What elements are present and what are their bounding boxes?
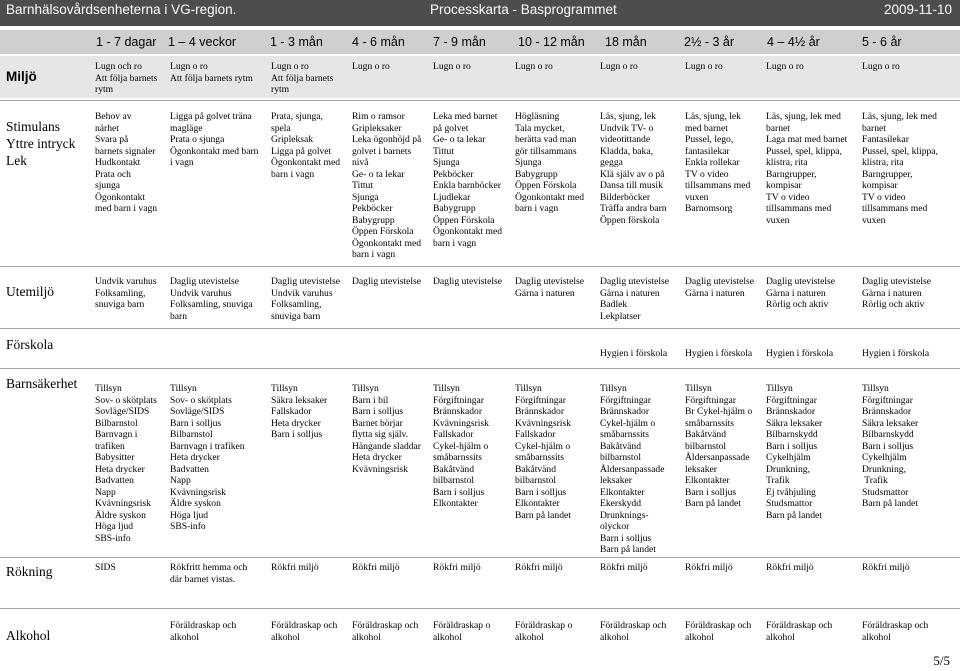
stimulans-cell: Ligga på golvet träna magläge Prata o sjunga Ögonkontakt med barn i vagn — [170, 111, 259, 168]
row-label-stimulans: Stimulans Yttre intryck Lek — [6, 119, 76, 168]
barnsakerhet-cell: Tillsyn Förgiftningar Brännskador Säkra leksaker Bilbarnskydd Barn i solljus Cykelhjälm Drunkning, Trafik Ej tvåhjuling Studsmattor Barn på landet — [766, 383, 823, 521]
header-bar — [0, 0, 960, 26]
alkohol-cell: Föräldraskap och alkohol — [766, 620, 833, 643]
barnsakerhet-cell: Tillsyn Sov- o skötplats Sovläge/SIDS Bilbarnstol Barnvagn i trafiken Babysitter Heta drycker Badvatten Napp Kvävningsrisk Äldre syskon Höga ljud SBS-info — [95, 383, 157, 544]
utemiljo-cell: Daglig utevistelse — [352, 276, 422, 287]
divider — [0, 557, 960, 558]
stimulans-cell: Prata, sjunga, spela Gripleksak Ligga på golvet Ögonkontakt med barn i vagn — [271, 111, 341, 180]
forskola-cell: Hygien i förskola — [685, 348, 753, 359]
stimulans-cell: Högläsning Tala mycket, berätta vad man gör tillsammans Sjunga Babygrupp Öppen Förskola Ögonkontakt med barn i vagn — [515, 111, 585, 214]
miljo-cell: Lugn o ro — [600, 61, 638, 72]
miljo-cell: Lugn o ro Att följa barnets rytm — [271, 61, 334, 95]
row-label-rokning: Rökning — [6, 564, 53, 579]
miljo-cell: Lugn o ro — [515, 61, 553, 72]
alkohol-cell: Föräldraskap o alkohol — [433, 620, 491, 643]
age-col-7: 18 mån — [605, 35, 647, 49]
rokning-cell: Rökfri miljö — [862, 562, 910, 573]
alkohol-cell: Föräldraskap och alkohol — [271, 620, 338, 643]
stimulans-cell: Läs, sjung, lek Undvik TV- o videotittande Kladda, baka, gegga Klä själv av o på Dansa till musik Bilderböcker Träffa andra barn Öppen förskola — [600, 111, 667, 226]
divider — [0, 328, 960, 329]
miljo-cell: Lugn o ro — [352, 61, 390, 72]
barnsakerhet-cell: Tillsyn Förgiftningar Brännskador Cykel-hjälm o småbarnssits Bakåtvänd bilbarnstol Åldersanpassade leksaker Elkontakter Ekerskydd Drunknings- olyckor Barn i solljus Barn på landet — [600, 383, 665, 555]
barnsakerhet-cell: Tillsyn Förgiftningar Brännskador Kvävningsrisk Fallskador Cykel-hjälm o småbarnssits Bakåtvänd bilbarnstol Barn i solljus Elkontakter Barn på landet — [515, 383, 571, 521]
rokning-cell: Rökfritt hemma och där barnet vistas. — [170, 562, 248, 585]
rokning-cell: SIDS — [95, 562, 116, 573]
utemiljo-cell: Daglig utevistelse Undvik varuhus Folksamling, snuviga barn — [271, 276, 341, 322]
utemiljo-cell: Daglig utevistelse Gärna i naturen Rörlig och aktiv — [862, 276, 932, 310]
row-label-barnsakerhet: Barnsäkerhet — [6, 376, 78, 391]
alkohol-cell: Föräldraskap och alkohol — [170, 620, 237, 643]
forskola-cell: Hygien i förskola — [600, 348, 668, 359]
divider — [0, 266, 960, 267]
rokning-cell: Rökfri miljö — [685, 562, 733, 573]
rokning-cell: Rökfri miljö — [433, 562, 481, 573]
barnsakerhet-cell: Tillsyn Barn i bil Barn i solljus Barnet börjar flytta sig själv. Hängande sladdar Heta drycker Kvävningsrisk — [352, 383, 421, 475]
age-col-4: 4 - 6 mån — [352, 35, 405, 49]
miljo-cell: Lugn o ro — [685, 61, 723, 72]
miljo-cell: Lugn o ro — [766, 61, 804, 72]
rokning-cell: Rökfri miljö — [352, 562, 400, 573]
alkohol-cell: Föräldraskap o alkohol — [515, 620, 573, 643]
document-date: 2009-11-10 — [883, 2, 952, 17]
rokning-cell: Rökfri miljö — [271, 562, 319, 573]
barnsakerhet-cell: Tillsyn Förgiftningar Br Cykel-hjälm o småbarnssits Bakåtvänd bilbarnstol Åldersanpassade leksaker Elkontakter Barn i solljus Barn på landet — [685, 383, 753, 509]
divider — [0, 100, 960, 101]
age-col-8: 2½ - 3 år — [684, 35, 735, 49]
rokning-cell: Rökfri miljö — [600, 562, 648, 573]
document-title: Barnhälsovårdsenheterna i VG-region. — [6, 2, 237, 17]
forskola-cell: Hygien i förskola — [766, 348, 834, 359]
utemiljo-cell: Daglig utevistelse — [433, 276, 503, 287]
rokning-cell: Rökfri miljö — [766, 562, 814, 573]
alkohol-cell: Föräldraskap och alkohol — [600, 620, 667, 643]
age-header-row — [0, 30, 960, 54]
miljo-cell: Lugn o ro — [433, 61, 471, 72]
barnsakerhet-cell: Tillsyn Sov- o skötplats Sovläge/SIDS Barn i solljus Bilbarnstol Barnvagn i trafiken Heta drycker Badvatten Napp Kvävningsrisk Äldre syskon Höga ljud SBS-info — [170, 383, 245, 532]
page-number: 5/5 — [933, 653, 950, 668]
age-col-10: 5 - 6 år — [862, 35, 902, 49]
row-label-miljo: Miljö — [6, 69, 37, 84]
miljo-cell: Lugn och ro Att följa barnets rytm — [95, 61, 158, 95]
alkohol-cell: Föräldraskap och alkohol — [862, 620, 929, 643]
age-col-1: 1 - 7 dagar — [96, 35, 157, 49]
utemiljo-cell: Daglig utevistelse Undvik varuhus Folksamling, snuviga barn — [170, 276, 253, 322]
forskola-cell: Hygien i förskola — [862, 348, 930, 359]
stimulans-cell: Läs, sjung, lek med barnet Fantasilekar Pussel, spel, klippa, klistra, rita Barngrupper, kompisar TV o video tillsammans med vuxen — [862, 111, 938, 226]
age-col-5: 7 - 9 mån — [433, 35, 486, 49]
barnsakerhet-cell: Tillsyn Förgiftningar Brännskador Säkra leksaker Bilbarnskydd Barn i solljus Cykelhjälm Drunkning, Trafik Studsmattor Barn på landet — [862, 383, 919, 509]
utemiljo-cell: Daglig utevistelse Gärna i naturen Badlek Lekplatser — [600, 276, 670, 322]
age-col-9: 4 – 4½ år — [767, 35, 820, 49]
utemiljo-cell: Daglig utevistelse Gärna i naturen Rörlig och aktiv — [766, 276, 836, 310]
alkohol-cell: Föräldraskap och alkohol — [685, 620, 752, 643]
row-label-alkohol: Alkohol — [6, 628, 51, 643]
stimulans-cell: Läs, sjung, lek med barnet Pussel, lego, fantasilekar Enkla rollekar TV o video tillsammans med vuxen Barnomsorg — [685, 111, 751, 214]
miljo-cell: Lugn o ro — [862, 61, 900, 72]
barnsakerhet-cell: Tillsyn Säkra leksaker Fallskador Heta drycker Barn i solljus — [271, 383, 328, 440]
utemiljo-cell: Undvik varuhus Folksamling, snuviga barn — [95, 276, 157, 310]
stimulans-cell: Leka med barnet på golvet Ge- o ta lekar Tittut Sjunga Pekböcker Enkla barnböcker Ljudlekar Babygrupp Öppen Förskola Ögonkontakt med barn i vagn — [433, 111, 503, 249]
barnsakerhet-cell: Tillsyn Förgiftningar Brännskador Kvävningsrisk Fallskador Cykel-hjälm o småbarnssits Bakåtvänd bilbarnstol Barn i solljus Elkontakter — [433, 383, 489, 509]
document-subtitle: Processkarta - Basprogrammet — [430, 2, 617, 17]
utemiljo-cell: Daglig utevistelse Gärna i naturen — [515, 276, 585, 299]
age-col-2: 1 – 4 veckor — [168, 35, 237, 49]
stimulans-cell: Behov av närhet Svara på barnets signaler Hudkontakt Prata och sjunga Ögonkontakt med barn i vagn — [95, 111, 158, 214]
rokning-cell: Rökfri miljö — [515, 562, 563, 573]
utemiljo-cell: Daglig utevistelse Gärna i naturen — [685, 276, 755, 299]
divider — [0, 608, 960, 609]
alkohol-cell: Föräldraskap och alkohol — [352, 620, 419, 643]
age-col-6: 10 - 12 mån — [518, 35, 585, 49]
divider — [0, 368, 960, 369]
miljo-cell: Lugn o ro Att följa barnets rytm — [170, 61, 253, 84]
stimulans-cell: Läs, sjung, lek med barnet Laga mat med barnet Pussel, spel, klippa, klistra, rita Barngrupper, kompisar TV o video tillsammans med vuxen — [766, 111, 848, 226]
row-label-utemiljo: Utemiljö — [6, 284, 54, 299]
stimulans-cell: Rim o ramsor Gripleksaker Leka ögonhöjd på golvet i barnets nivå Ge- o ta lekar Tittut Sjunga Pekböcker Babygrupp Öppen Förskola Ögonkontakt med barn i vagn — [352, 111, 422, 260]
age-col-3: 1 - 3 mån — [270, 35, 323, 49]
row-label-forskola: Förskola — [6, 337, 54, 352]
